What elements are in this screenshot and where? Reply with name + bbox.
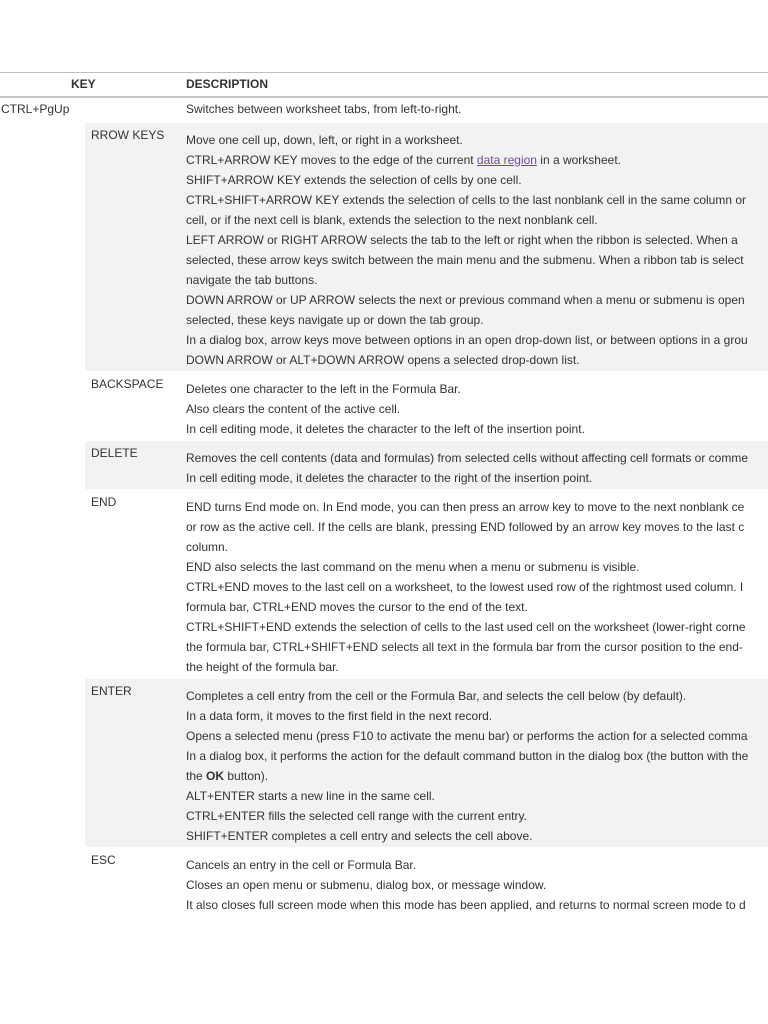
- description-line: Closes an open menu or submenu, dialog box, or message window.: [186, 878, 547, 892]
- description-line: formula bar, CTRL+END moves the cursor to the end of the text.: [186, 600, 528, 614]
- table-row-backspace: [85, 371, 768, 440]
- key-column-header: KEY: [71, 77, 96, 91]
- key-cell: DELETE: [91, 446, 138, 460]
- description-column-header: DESCRIPTION: [186, 77, 269, 91]
- description-line: the OK button).: [186, 769, 269, 783]
- description-line: SHIFT+ENTER completes a cell entry and selects the cell above.: [186, 829, 533, 843]
- description-line: In cell editing mode, it deletes the character to the left of the insertion point.: [186, 422, 585, 436]
- description-line: END also selects the last command on the menu when a menu or submenu is visible.: [186, 560, 640, 574]
- description-cell: [186, 490, 768, 678]
- description-cell: [186, 123, 768, 371]
- description-line: cell, or if the next cell is blank, extends the selection to the next nonblank cell.: [186, 213, 598, 227]
- description-line: LEFT ARROW or RIGHT ARROW selects the tab to the left or right when the ribbon is selected. When a: [186, 233, 738, 247]
- key-cell: END: [91, 495, 117, 509]
- description-line: the formula bar, CTRL+SHIFT+END selects all text in the formula bar from the cursor position to the end-: [186, 640, 743, 654]
- description-line: CTRL+ENTER fills the selected cell range with the current entry.: [186, 809, 527, 823]
- key-cell: ESC: [91, 853, 116, 867]
- table-row-esc: [85, 847, 768, 916]
- description-line: ALT+ENTER starts a new line in the same cell.: [186, 789, 435, 803]
- description-line: DOWN ARROW or ALT+DOWN ARROW opens a selected drop-down list.: [186, 353, 580, 367]
- key-cell: BACKSPACE: [91, 377, 164, 391]
- description-line: navigate the tab buttons.: [186, 273, 318, 287]
- table-row-end: [85, 489, 768, 678]
- description-line: the height of the formula bar.: [186, 660, 339, 674]
- description-line: In a dialog box, it performs the action for the default command button in the dialog box (the button with the: [186, 749, 749, 763]
- description-line: CTRL+SHIFT+END extends the selection of cells to the last used cell on the worksheet (lower-right corne: [186, 620, 746, 634]
- description-line: Cancels an entry in the cell or Formula Bar.: [186, 858, 417, 872]
- description-cell: Switches between worksheet tabs, from left-to-right.: [186, 102, 462, 116]
- description-line: CTRL+SHIFT+ARROW KEY extends the selection of cells to the last nonblank cell in the same column or: [186, 193, 747, 207]
- shortcut-table: [0, 72, 768, 916]
- description-cell: [186, 848, 768, 916]
- description-line: Move one cell up, down, left, or right in a worksheet.: [186, 133, 463, 147]
- description-line: DOWN ARROW or UP ARROW selects the next or previous command when a menu or submenu is open: [186, 293, 745, 307]
- table-row-delete: [85, 440, 768, 489]
- table-header: [0, 72, 768, 98]
- table-row-ctrl-pgup: [0, 98, 768, 122]
- description-line: selected, these arrow keys switch between the main menu and the submenu. When a ribbon tab is select: [186, 253, 744, 267]
- table-row-enter: [85, 678, 768, 847]
- description-line: In a dialog box, arrow keys move between options in an open drop-down list, or between options in a grou: [186, 333, 748, 347]
- description-line: column.: [186, 540, 229, 554]
- description-cell: [186, 372, 768, 440]
- description-line: selected, these keys navigate up or down the tab group.: [186, 313, 484, 327]
- key-cell: ENTER: [91, 684, 132, 698]
- key-cell: CTRL+PgUp: [1, 102, 70, 116]
- description-line: SHIFT+ARROW KEY extends the selection of cells by one cell.: [186, 173, 522, 187]
- description-line: END turns End mode on. In End mode, you can then press an arrow key to move to the next nonblank ce: [186, 500, 745, 514]
- description-line: CTRL+END moves to the last cell on a worksheet, to the lowest used row of the rightmost used column. I: [186, 580, 744, 594]
- description-line: Deletes one character to the left in the Formula Bar.: [186, 382, 461, 396]
- key-cell: RROW KEYS: [91, 128, 165, 142]
- description-line: Completes a cell entry from the cell or the Formula Bar, and selects the cell below (by default).: [186, 689, 687, 703]
- description-line: Opens a selected menu (press F10 to activate the menu bar) or performs the action for a selected comma: [186, 729, 748, 743]
- description-cell: [186, 679, 768, 847]
- description-cell: [186, 441, 768, 489]
- ok-label: OK: [206, 769, 225, 783]
- description-line: In cell editing mode, it deletes the character to the right of the insertion point.: [186, 471, 593, 485]
- description-line: or row as the active cell. If the cells are blank, pressing END followed by an arrow key moves to the last c: [186, 520, 745, 534]
- description-line: Removes the cell contents (data and formulas) from selected cells without affecting cell formats or comme: [186, 451, 749, 465]
- table-row-arrow-keys: [85, 122, 768, 371]
- description-line: Also clears the content of the active cell.: [186, 402, 401, 416]
- description-line: In a data form, it moves to the first field in the next record.: [186, 709, 493, 723]
- description-line: It also closes full screen mode when this mode has been applied, and returns to normal screen mode to d: [186, 898, 746, 912]
- data-region-link[interactable]: data region: [476, 153, 537, 167]
- description-line: CTRL+ARROW KEY moves to the edge of the current data region in a worksheet.: [186, 153, 621, 167]
